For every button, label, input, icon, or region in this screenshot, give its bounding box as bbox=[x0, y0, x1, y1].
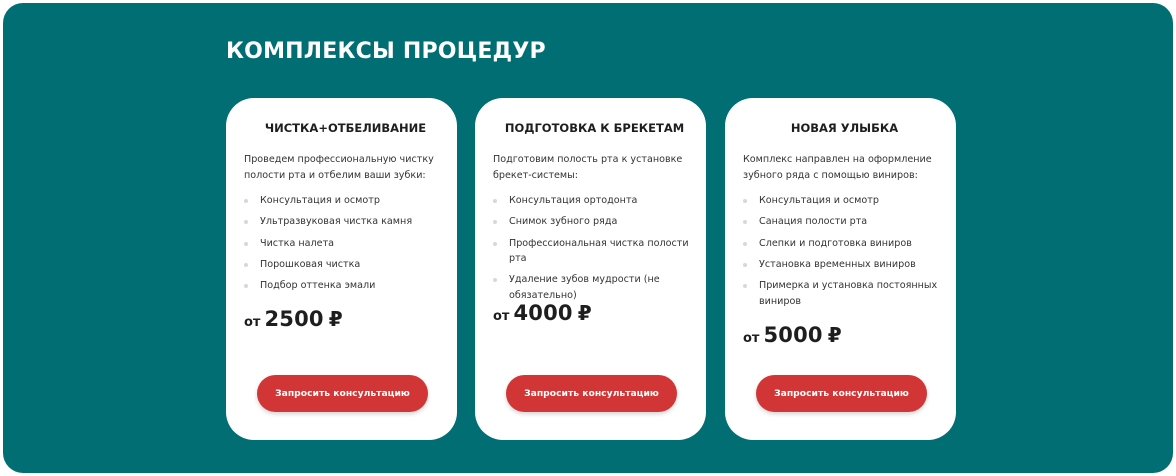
bullet-icon bbox=[493, 220, 497, 224]
list-item-text: Установка временных виниров bbox=[759, 258, 916, 270]
list-item-text: Профессиональная чистка полости рта bbox=[509, 237, 689, 265]
ruble-sign: ₽ bbox=[577, 301, 592, 325]
bullet-icon bbox=[244, 284, 248, 288]
list-item bbox=[244, 257, 454, 273]
services-list bbox=[743, 193, 953, 315]
list-item bbox=[493, 214, 703, 230]
price bbox=[244, 307, 343, 331]
price-prefix: от bbox=[743, 331, 760, 346]
list-item-text: Санация полости рта bbox=[759, 216, 868, 228]
list-item-text: Подбор оттенка эмали bbox=[260, 280, 376, 292]
card-title: ЧИСТКА+ОТБЕЛИВАНИЕ bbox=[264, 121, 427, 135]
price-prefix: от bbox=[493, 309, 510, 324]
request-consultation-button[interactable]: Запросить консультацию bbox=[257, 375, 428, 412]
list-item bbox=[743, 236, 953, 252]
list-item-text: Снимок зубного ряда bbox=[509, 216, 618, 228]
request-consultation-button[interactable]: Запросить консультацию bbox=[506, 375, 677, 412]
price bbox=[743, 323, 842, 347]
bullet-icon bbox=[493, 199, 497, 203]
bullet-icon bbox=[743, 242, 747, 246]
list-item bbox=[743, 257, 953, 273]
card-intro: Подготовим полость рта к установке брекет-системы: bbox=[493, 154, 683, 181]
bullet-icon bbox=[493, 242, 497, 246]
bullet-icon bbox=[743, 199, 747, 203]
list-item-text: Ультразвуковая чистка камня bbox=[260, 216, 413, 228]
bullet-icon bbox=[244, 220, 248, 224]
list-item bbox=[743, 193, 953, 209]
ruble-sign: ₽ bbox=[328, 307, 343, 331]
bullet-icon bbox=[244, 263, 248, 267]
package-card-new-smile bbox=[725, 98, 956, 440]
bullet-icon bbox=[244, 199, 248, 203]
list-item-text: Удаление зубов мудрости (не обязательно) bbox=[509, 274, 660, 301]
list-item bbox=[493, 236, 703, 267]
list-item-text: Слепки и подготовка виниров bbox=[759, 237, 912, 249]
price-prefix: от bbox=[244, 315, 261, 330]
services-list bbox=[244, 193, 454, 299]
card-title: ПОДГОТОВКА К БРЕКЕТАМ bbox=[504, 121, 685, 135]
price bbox=[493, 301, 592, 325]
bullet-icon bbox=[244, 242, 248, 246]
list-item bbox=[244, 278, 454, 294]
bullet-icon bbox=[743, 220, 747, 224]
list-item bbox=[493, 193, 703, 209]
list-item-text: Примерка и установка постоянных виниров bbox=[759, 280, 938, 307]
list-item-text: Консультация и осмотр bbox=[260, 195, 380, 206]
card-intro: Комплекс направлен на оформление зубного ряда с помощью виниров: bbox=[743, 154, 932, 181]
package-card-cleaning-whitening bbox=[226, 98, 457, 440]
list-item bbox=[244, 236, 454, 252]
list-item-text: Консультация и осмотр bbox=[759, 195, 879, 206]
ruble-sign: ₽ bbox=[827, 323, 842, 347]
section-title: КОМПЛЕКСЫ ПРОЦЕДУР bbox=[226, 39, 546, 64]
list-item-text: Чистка налета bbox=[260, 237, 335, 249]
card-title: НОВАЯ УЛЫБКА bbox=[790, 121, 899, 135]
list-item bbox=[244, 193, 454, 209]
procedures-section bbox=[3, 3, 1173, 473]
request-consultation-button[interactable]: Запросить консультацию bbox=[756, 375, 927, 412]
list-item bbox=[743, 214, 953, 230]
services-list bbox=[493, 193, 703, 309]
price-amount: 2500 bbox=[264, 307, 324, 331]
package-card-braces-preparation bbox=[475, 98, 706, 440]
bullet-icon bbox=[493, 278, 497, 282]
list-item bbox=[493, 272, 703, 303]
bullet-icon bbox=[743, 263, 747, 267]
list-item-text: Консультация ортодонта bbox=[509, 195, 638, 206]
price-amount: 5000 bbox=[763, 323, 823, 347]
list-item bbox=[244, 214, 454, 230]
list-item-text: Порошковая чистка bbox=[260, 258, 361, 270]
card-intro: Проведем профессиональную чистку полости рта и отбелим ваши зубки: bbox=[244, 154, 434, 181]
list-item bbox=[743, 278, 953, 309]
bullet-icon bbox=[743, 284, 747, 288]
price-amount: 4000 bbox=[513, 301, 573, 325]
